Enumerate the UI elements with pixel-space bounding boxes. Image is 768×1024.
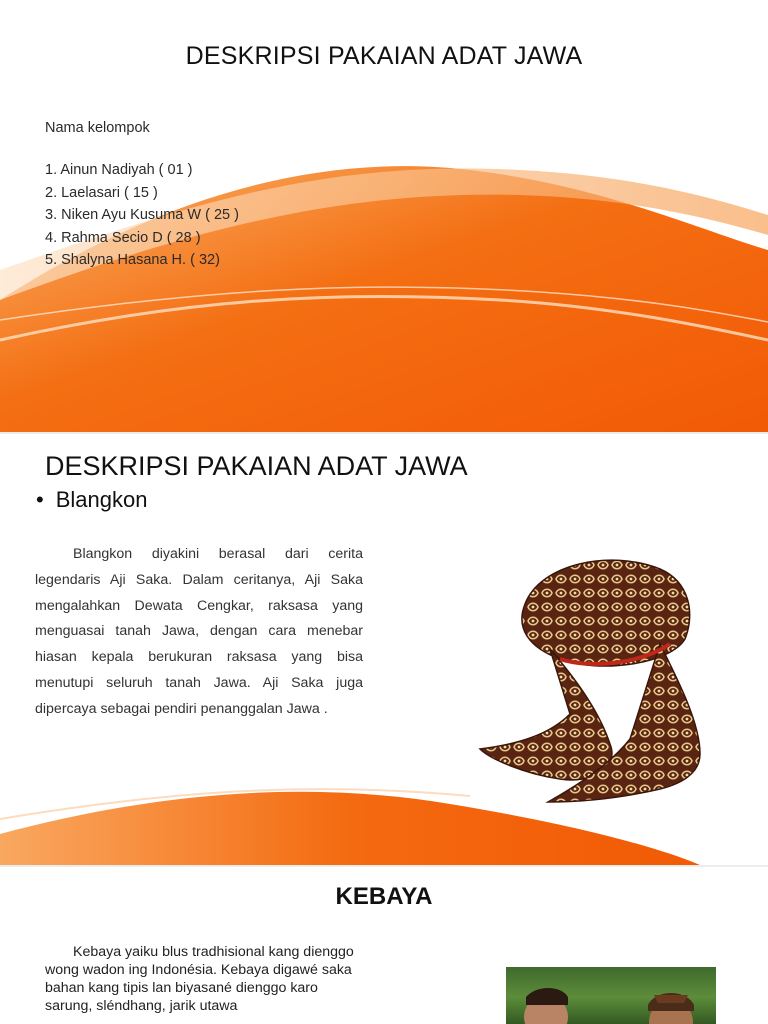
group-label: Nama kelompok <box>45 120 150 136</box>
list-item: 3. Niken Ayu Kusuma W ( 25 ) <box>45 207 239 223</box>
bullet-label: Blangkon <box>55 487 148 512</box>
slide-title <box>0 0 768 432</box>
slide-kebaya <box>0 867 768 1024</box>
list-item: 5. Shalyna Hasana H. ( 32) <box>45 252 220 268</box>
list-item: 2. Laelasari ( 15 ) <box>45 184 158 201</box>
kebaya-description: Kebaya yaiku blus tradhisional kang dienggo wong wadon ing Indonésia. Kebaya digawé saka bahan kang tipis lan biyasané dienggo karo sarung, sléndhang, jarik utawa <box>45 944 354 1014</box>
section-title: KEBAYA <box>335 883 433 910</box>
section-title: DESKRIPSI PAKAIAN ADAT JAWA <box>45 451 468 481</box>
kebaya-photo <box>506 967 716 1024</box>
slide-blangkon <box>0 434 768 865</box>
bullet-heading <box>36 487 147 513</box>
bullet-dot-icon: • <box>36 487 44 512</box>
list-item: 4. Rahma Secio D ( 28 ) <box>45 229 201 246</box>
list-item: 1. Ainun Nadiyah ( 01 ) <box>45 162 193 178</box>
group-list <box>45 120 239 272</box>
blangkon-description: Blangkon diyakini berasal dari cerita legendaris Aji Saka. Dalam ceritanya, Aji Saka mengalahkan Dewata Cengkar, raksasa yang menguasai tanah Jawa, dengan cara menebar hiasan kepala berukuran raksasa yang bisa menutupi seluruh tanah Jawa. Aji Saka juga dipercaya sebagai pendiri penanggalan Jawa . <box>35 546 363 717</box>
page-title: DESKRIPSI PAKAIAN ADAT JAWA <box>185 42 583 70</box>
blangkon-image <box>470 544 750 814</box>
